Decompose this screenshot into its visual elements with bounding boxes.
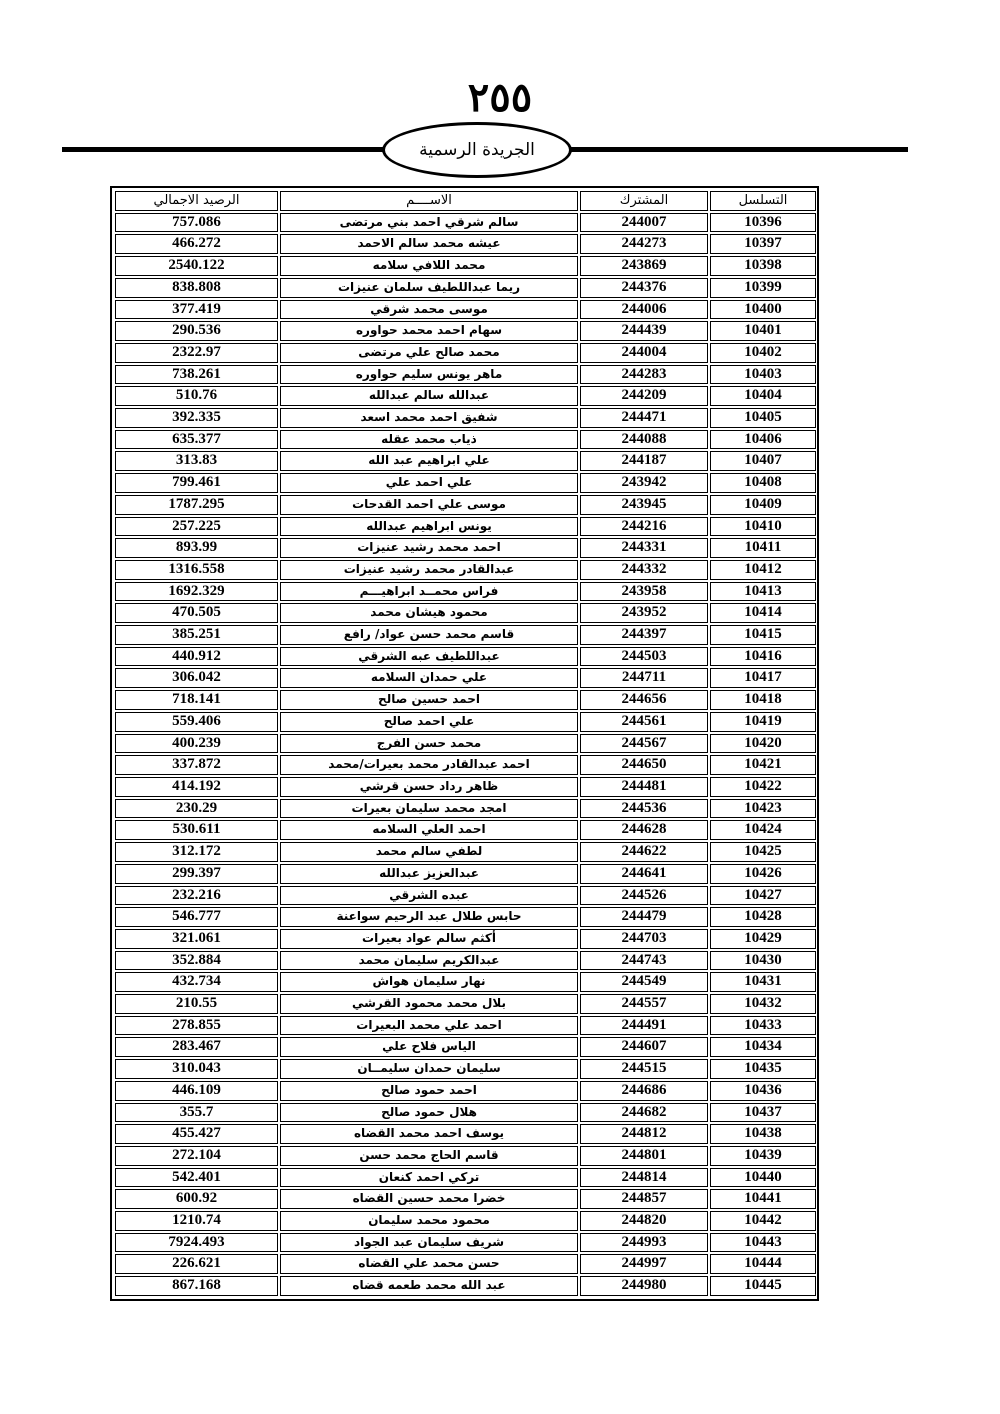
table-row	[115, 929, 816, 949]
subscriber-cell: 244491	[580, 1016, 708, 1036]
name-cell: امجد محمد سليمان بعيرات	[280, 799, 578, 819]
name-cell: عبده الشرقي	[280, 886, 578, 906]
total-balance-cell: 559.406	[115, 712, 278, 732]
subscriber-cell: 244607	[580, 1037, 708, 1057]
total-balance-cell: 757.086	[115, 213, 278, 233]
name-cell: احمد محمد رشيد عنيزات	[280, 538, 578, 558]
table-header-row	[115, 191, 816, 211]
total-balance-cell: 392.335	[115, 408, 278, 428]
subscriber-cell: 244561	[580, 712, 708, 732]
sequence-cell: 10426	[710, 864, 816, 884]
name-cell: حابس طلال عبد الرحيم سواعنة	[280, 907, 578, 927]
sequence-cell: 10412	[710, 560, 816, 580]
name-cell: محمود محمد سليمان	[280, 1211, 578, 1231]
name-cell: قاسم محمد حسن عواد/ رافع	[280, 625, 578, 645]
subscriber-cell: 244711	[580, 668, 708, 688]
table-row	[115, 907, 816, 927]
total-balance-cell: 2322.97	[115, 343, 278, 363]
name-cell: موسى علي احمد القدحات	[280, 495, 578, 515]
subscriber-balance-table	[110, 186, 819, 1301]
name-cell: عبدالقادر محمد رشيد عنيزات	[280, 560, 578, 580]
subscriber-cell: 244397	[580, 625, 708, 645]
subscriber-cell: 244331	[580, 538, 708, 558]
table-row	[115, 256, 816, 276]
table-row	[115, 951, 816, 971]
name-cell: محمد صالح علي مرتضى	[280, 343, 578, 363]
name-cell: ظاهر رداد حسن قرشي	[280, 777, 578, 797]
name-cell: عبدالعزيز عبدالله	[280, 864, 578, 884]
name-cell: عبد الله محمد طعمه قضاه	[280, 1276, 578, 1296]
sequence-cell: 10444	[710, 1254, 816, 1274]
sequence-cell: 10396	[710, 213, 816, 233]
column-header-sequence: التسلسل	[710, 191, 816, 211]
table-row	[115, 734, 816, 754]
subscriber-cell: 244481	[580, 777, 708, 797]
name-cell: حسن محمد علي القضاه	[280, 1254, 578, 1274]
sequence-cell: 10442	[710, 1211, 816, 1231]
subscriber-cell: 244004	[580, 343, 708, 363]
name-cell: يوسف احمد محمد القضاه	[280, 1124, 578, 1144]
total-balance-cell: 738.261	[115, 365, 278, 385]
sequence-cell: 10436	[710, 1081, 816, 1101]
subscriber-cell: 244812	[580, 1124, 708, 1144]
name-cell: احمد عبدالقادر محمد بعيرات/محمد	[280, 755, 578, 775]
sequence-cell: 10401	[710, 321, 816, 341]
name-cell: سهام احمد محمد حواوره	[280, 321, 578, 341]
subscriber-cell: 244686	[580, 1081, 708, 1101]
total-balance-cell: 455.427	[115, 1124, 278, 1144]
table-row	[115, 451, 816, 471]
table-row	[115, 517, 816, 537]
table-row	[115, 690, 816, 710]
subscriber-cell: 244006	[580, 300, 708, 320]
sequence-cell: 10427	[710, 886, 816, 906]
total-balance-cell: 257.225	[115, 517, 278, 537]
subscriber-cell: 244743	[580, 951, 708, 971]
total-balance-cell: 838.808	[115, 278, 278, 298]
name-cell: احمد حسين صالح	[280, 690, 578, 710]
table-row	[115, 755, 816, 775]
total-balance-cell: 1692.329	[115, 582, 278, 602]
table-row	[115, 1124, 816, 1144]
name-cell: محمود هيشان محمد	[280, 603, 578, 623]
total-balance-cell: 530.611	[115, 820, 278, 840]
name-cell: احمد العلي السلامه	[280, 820, 578, 840]
table-row	[115, 213, 816, 233]
sequence-cell: 10414	[710, 603, 816, 623]
sequence-cell: 10399	[710, 278, 816, 298]
sequence-cell: 10434	[710, 1037, 816, 1057]
subscriber-cell: 244820	[580, 1211, 708, 1231]
total-balance-cell: 310.043	[115, 1059, 278, 1079]
subscriber-cell: 244376	[580, 278, 708, 298]
total-balance-cell: 7924.493	[115, 1233, 278, 1253]
total-balance-cell: 283.467	[115, 1037, 278, 1057]
table-row	[115, 820, 816, 840]
sequence-cell: 10397	[710, 234, 816, 254]
gazette-title-oval	[382, 122, 572, 178]
sequence-cell: 10440	[710, 1168, 816, 1188]
subscriber-cell: 244557	[580, 994, 708, 1014]
subscriber-cell: 244209	[580, 386, 708, 406]
total-balance-cell: 414.192	[115, 777, 278, 797]
sequence-cell: 10419	[710, 712, 816, 732]
sequence-cell: 10417	[710, 668, 816, 688]
sequence-cell: 10428	[710, 907, 816, 927]
sequence-cell: 10443	[710, 1233, 816, 1253]
table-row	[115, 386, 816, 406]
table-row	[115, 1037, 816, 1057]
total-balance-cell: 278.855	[115, 1016, 278, 1036]
table-row	[115, 864, 816, 884]
table-row	[115, 668, 816, 688]
column-header-name: الاســــم	[280, 191, 578, 211]
sequence-cell: 10441	[710, 1189, 816, 1209]
header-rule-left	[62, 147, 388, 152]
table-row	[115, 430, 816, 450]
sequence-cell: 10402	[710, 343, 816, 363]
subscriber-cell: 244567	[580, 734, 708, 754]
name-cell: أكثم سالم عواد بعيرات	[280, 929, 578, 949]
name-cell: عبدالله سالم عبدالله	[280, 386, 578, 406]
total-balance-cell: 226.621	[115, 1254, 278, 1274]
total-balance-cell: 546.777	[115, 907, 278, 927]
total-balance-cell: 432.734	[115, 972, 278, 992]
table-row	[115, 1233, 816, 1253]
balance-table	[113, 189, 818, 1298]
subscriber-cell: 244656	[580, 690, 708, 710]
subscriber-cell: 244007	[580, 213, 708, 233]
column-header-subscriber: المشترك	[580, 191, 708, 211]
total-balance-cell: 600.92	[115, 1189, 278, 1209]
sequence-cell: 10420	[710, 734, 816, 754]
sequence-cell: 10424	[710, 820, 816, 840]
table-row	[115, 278, 816, 298]
table-row	[115, 972, 816, 992]
table-row	[115, 886, 816, 906]
total-balance-cell: 290.536	[115, 321, 278, 341]
table-row	[115, 799, 816, 819]
name-cell: بلال محمد محمود القرشي	[280, 994, 578, 1014]
subscriber-cell: 244997	[580, 1254, 708, 1274]
total-balance-cell: 355.7	[115, 1103, 278, 1123]
subscriber-cell: 244801	[580, 1146, 708, 1166]
name-cell: فراس محمــد ابراهيـــم	[280, 582, 578, 602]
table-row	[115, 538, 816, 558]
name-cell: نهار سليمان هواش	[280, 972, 578, 992]
sequence-cell: 10403	[710, 365, 816, 385]
total-balance-cell: 299.397	[115, 864, 278, 884]
total-balance-cell: 321.061	[115, 929, 278, 949]
subscriber-cell: 244814	[580, 1168, 708, 1188]
total-balance-cell: 1210.74	[115, 1211, 278, 1231]
table-row	[115, 1103, 816, 1123]
name-cell: هلال حمود صالح	[280, 1103, 578, 1123]
total-balance-cell: 400.239	[115, 734, 278, 754]
sequence-cell: 10421	[710, 755, 816, 775]
table-row	[115, 495, 816, 515]
name-cell: ذياب محمد عقله	[280, 430, 578, 450]
table-row	[115, 842, 816, 862]
name-cell: لطفي سالم محمد	[280, 842, 578, 862]
total-balance-cell: 1316.558	[115, 560, 278, 580]
table-row	[115, 560, 816, 580]
table-row	[115, 1276, 816, 1296]
sequence-cell: 10431	[710, 972, 816, 992]
total-balance-cell: 893.99	[115, 538, 278, 558]
total-balance-cell: 510.76	[115, 386, 278, 406]
sequence-cell: 10409	[710, 495, 816, 515]
subscriber-cell: 244283	[580, 365, 708, 385]
total-balance-cell: 1787.295	[115, 495, 278, 515]
table-row	[115, 1081, 816, 1101]
sequence-cell: 10404	[710, 386, 816, 406]
subscriber-cell: 244641	[580, 864, 708, 884]
name-cell: محمد حسن الفرج	[280, 734, 578, 754]
name-cell: تركي احمد كنعان	[280, 1168, 578, 1188]
subscriber-cell: 244980	[580, 1276, 708, 1296]
subscriber-cell: 244549	[580, 972, 708, 992]
name-cell: علي احمد صالح	[280, 712, 578, 732]
subscriber-cell: 244187	[580, 451, 708, 471]
table-row	[115, 1059, 816, 1079]
sequence-cell: 10418	[710, 690, 816, 710]
subscriber-cell: 244993	[580, 1233, 708, 1253]
sequence-cell: 10425	[710, 842, 816, 862]
subscriber-cell: 244682	[580, 1103, 708, 1123]
total-balance-cell: 232.216	[115, 886, 278, 906]
sequence-cell: 10413	[710, 582, 816, 602]
column-header-total-balance: الرصيد الاجمالي	[115, 191, 278, 211]
table-row	[115, 712, 816, 732]
subscriber-cell: 244526	[580, 886, 708, 906]
total-balance-cell: 2540.122	[115, 256, 278, 276]
sequence-cell: 10432	[710, 994, 816, 1014]
table-row	[115, 300, 816, 320]
name-cell: شفيق احمد محمد اسعد	[280, 408, 578, 428]
subscriber-cell: 244857	[580, 1189, 708, 1209]
table-row	[115, 582, 816, 602]
sequence-cell: 10411	[710, 538, 816, 558]
total-balance-cell: 718.141	[115, 690, 278, 710]
total-balance-cell: 306.042	[115, 668, 278, 688]
name-cell: شريف سليمان عبد الجواد	[280, 1233, 578, 1253]
sequence-cell: 10400	[710, 300, 816, 320]
name-cell: عيشه محمد سالم الاحمد	[280, 234, 578, 254]
subscriber-cell: 244536	[580, 799, 708, 819]
page-number: ٢٥٥	[467, 74, 533, 121]
header-rule-right	[568, 147, 908, 152]
name-cell: يونس ابراهيم عبدالله	[280, 517, 578, 537]
table-row	[115, 1254, 816, 1274]
table-row	[115, 1016, 816, 1036]
name-cell: علي ابراهيم عبد الله	[280, 451, 578, 471]
table-row	[115, 234, 816, 254]
table-row	[115, 1168, 816, 1188]
subscriber-cell: 244628	[580, 820, 708, 840]
table-row	[115, 473, 816, 493]
name-cell: الياس فلاح علي	[280, 1037, 578, 1057]
name-cell: احمد حمود صالح	[280, 1081, 578, 1101]
total-balance-cell: 352.884	[115, 951, 278, 971]
total-balance-cell: 377.419	[115, 300, 278, 320]
table-row	[115, 625, 816, 645]
table-row	[115, 365, 816, 385]
total-balance-cell: 635.377	[115, 430, 278, 450]
sequence-cell: 10415	[710, 625, 816, 645]
subscriber-cell: 244439	[580, 321, 708, 341]
table-row	[115, 343, 816, 363]
subscriber-cell: 244088	[580, 430, 708, 450]
total-balance-cell: 466.272	[115, 234, 278, 254]
total-balance-cell: 446.109	[115, 1081, 278, 1101]
subscriber-cell: 243945	[580, 495, 708, 515]
subscriber-cell: 243952	[580, 603, 708, 623]
table-row	[115, 777, 816, 797]
sequence-cell: 10423	[710, 799, 816, 819]
sequence-cell: 10416	[710, 647, 816, 667]
table-row	[115, 1211, 816, 1231]
sequence-cell: 10406	[710, 430, 816, 450]
name-cell: علي احمد علي	[280, 473, 578, 493]
sequence-cell: 10408	[710, 473, 816, 493]
subscriber-cell: 244622	[580, 842, 708, 862]
sequence-cell: 10407	[710, 451, 816, 471]
sequence-cell: 10435	[710, 1059, 816, 1079]
name-cell: عبدالكريم سليمان محمد	[280, 951, 578, 971]
sequence-cell: 10429	[710, 929, 816, 949]
sequence-cell: 10433	[710, 1016, 816, 1036]
subscriber-cell: 243958	[580, 582, 708, 602]
subscriber-cell: 244332	[580, 560, 708, 580]
name-cell: عبداللطيف عبه الشرقي	[280, 647, 578, 667]
gazette-title: الجريدة الرسمية	[419, 140, 535, 160]
name-cell: قاسم الحاج محمد حسن	[280, 1146, 578, 1166]
table-row	[115, 1146, 816, 1166]
subscriber-cell: 243869	[580, 256, 708, 276]
name-cell: سالم شرقي احمد بني مرتضى	[280, 213, 578, 233]
table-body	[115, 213, 816, 1296]
subscriber-cell: 244650	[580, 755, 708, 775]
total-balance-cell: 542.401	[115, 1168, 278, 1188]
subscriber-cell: 244216	[580, 517, 708, 537]
sequence-cell: 10430	[710, 951, 816, 971]
table-row	[115, 321, 816, 341]
table-row	[115, 1189, 816, 1209]
subscriber-cell: 244515	[580, 1059, 708, 1079]
total-balance-cell: 470.505	[115, 603, 278, 623]
subscriber-cell: 243942	[580, 473, 708, 493]
total-balance-cell: 272.104	[115, 1146, 278, 1166]
name-cell: خضرا محمد حسين القضاه	[280, 1189, 578, 1209]
sequence-cell: 10439	[710, 1146, 816, 1166]
subscriber-cell: 244503	[580, 647, 708, 667]
subscriber-cell: 244273	[580, 234, 708, 254]
subscriber-cell: 244479	[580, 907, 708, 927]
total-balance-cell: 867.168	[115, 1276, 278, 1296]
name-cell: احمد علي محمد البعيرات	[280, 1016, 578, 1036]
total-balance-cell: 799.461	[115, 473, 278, 493]
total-balance-cell: 312.172	[115, 842, 278, 862]
total-balance-cell: 385.251	[115, 625, 278, 645]
subscriber-cell: 244703	[580, 929, 708, 949]
sequence-cell: 10422	[710, 777, 816, 797]
sequence-cell: 10405	[710, 408, 816, 428]
sequence-cell: 10445	[710, 1276, 816, 1296]
subscriber-cell: 244471	[580, 408, 708, 428]
total-balance-cell: 337.872	[115, 755, 278, 775]
total-balance-cell: 210.55	[115, 994, 278, 1014]
table-row	[115, 603, 816, 623]
sequence-cell: 10438	[710, 1124, 816, 1144]
sequence-cell: 10398	[710, 256, 816, 276]
name-cell: موسى محمد شرقي	[280, 300, 578, 320]
table-row	[115, 994, 816, 1014]
total-balance-cell: 440.912	[115, 647, 278, 667]
table-row	[115, 408, 816, 428]
name-cell: ريما عبداللطيف سلمان عنيزات	[280, 278, 578, 298]
sequence-cell: 10410	[710, 517, 816, 537]
name-cell: سليمان حمدان سليمــان	[280, 1059, 578, 1079]
name-cell: محمد اللافي سلامه	[280, 256, 578, 276]
name-cell: علي حمدان السلامه	[280, 668, 578, 688]
total-balance-cell: 313.83	[115, 451, 278, 471]
sequence-cell: 10437	[710, 1103, 816, 1123]
total-balance-cell: 230.29	[115, 799, 278, 819]
name-cell: ماهر يونس سليم حواوره	[280, 365, 578, 385]
table-row	[115, 647, 816, 667]
